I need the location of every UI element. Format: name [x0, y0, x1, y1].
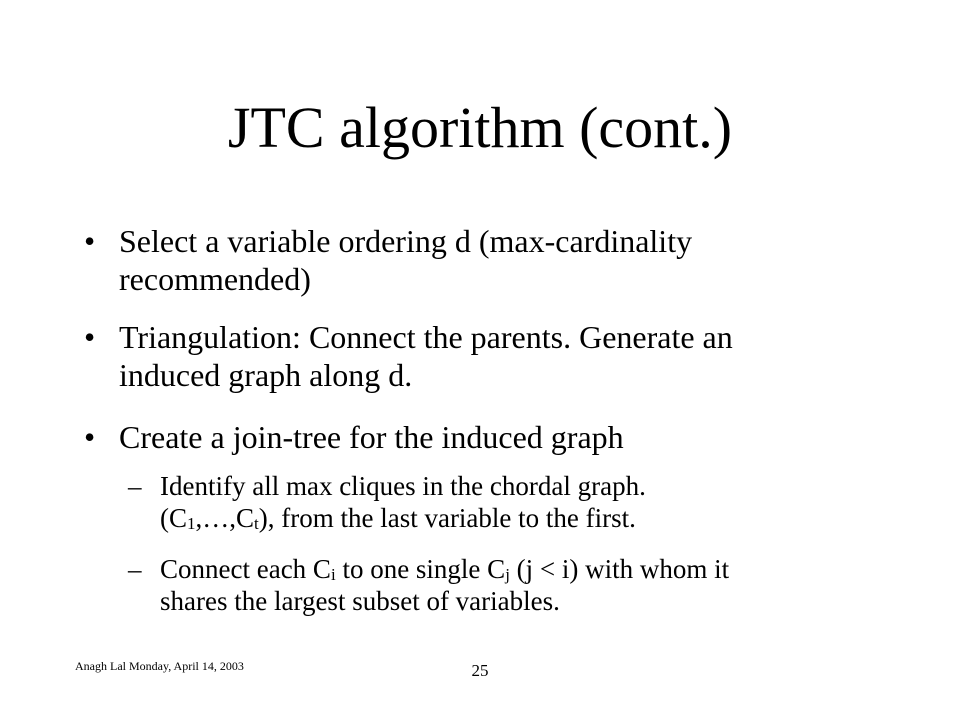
bullet-line: induced graph along d. — [119, 357, 413, 393]
subbullet-text — [160, 470, 868, 534]
bullet-item-triangulation — [84, 318, 864, 394]
slide-title: JTC algorithm (cont.) — [227, 95, 733, 160]
bullet-line: Create a join-tree for the induced graph — [119, 419, 624, 455]
subbullet-item-connect-cliques — [128, 553, 868, 617]
text-run: to one single C — [335, 554, 506, 584]
subscript: t — [254, 514, 259, 533]
subscript: i — [330, 565, 336, 584]
subbullet-line: shares the largest subset of variables. — [160, 586, 560, 616]
text-run: (C — [160, 503, 187, 533]
text-run: ,…,C — [195, 503, 255, 533]
text-run: Connect each C — [160, 554, 331, 584]
bullet-marker: • — [84, 419, 96, 455]
bullet-line: Triangulation: Connect the parents. Generate an — [119, 319, 733, 355]
subbullet-line — [160, 554, 729, 584]
subscript: 1 — [187, 514, 196, 533]
subbullet-text — [160, 553, 868, 617]
bullet-text — [119, 222, 864, 298]
subbullet-line — [160, 503, 636, 533]
subbullet-marker: – — [128, 554, 142, 584]
subbullet-item-identify-cliques — [128, 470, 868, 534]
text-run: (j < i) with whom it — [509, 554, 730, 584]
subbullet-marker: – — [128, 471, 142, 501]
bullet-item-join-tree — [84, 418, 864, 456]
bullet-text — [119, 418, 864, 456]
bullet-marker: • — [84, 319, 96, 355]
subbullet-line: Identify all max cliques in the chordal graph. — [160, 471, 646, 501]
bullet-item-ordering — [84, 222, 864, 298]
text-run: ), from the last variable to the first. — [258, 503, 636, 533]
page-number: 25 — [471, 661, 489, 680]
footer-author-date: Anagh Lal Monday, April 14, 2003 — [75, 659, 244, 673]
bullet-line: Select a variable ordering d (max-cardinality — [119, 223, 693, 259]
subscript: j — [505, 565, 510, 584]
bullet-line: recommended) — [119, 261, 311, 297]
bullet-marker: • — [84, 223, 96, 259]
bullet-text — [119, 318, 864, 394]
